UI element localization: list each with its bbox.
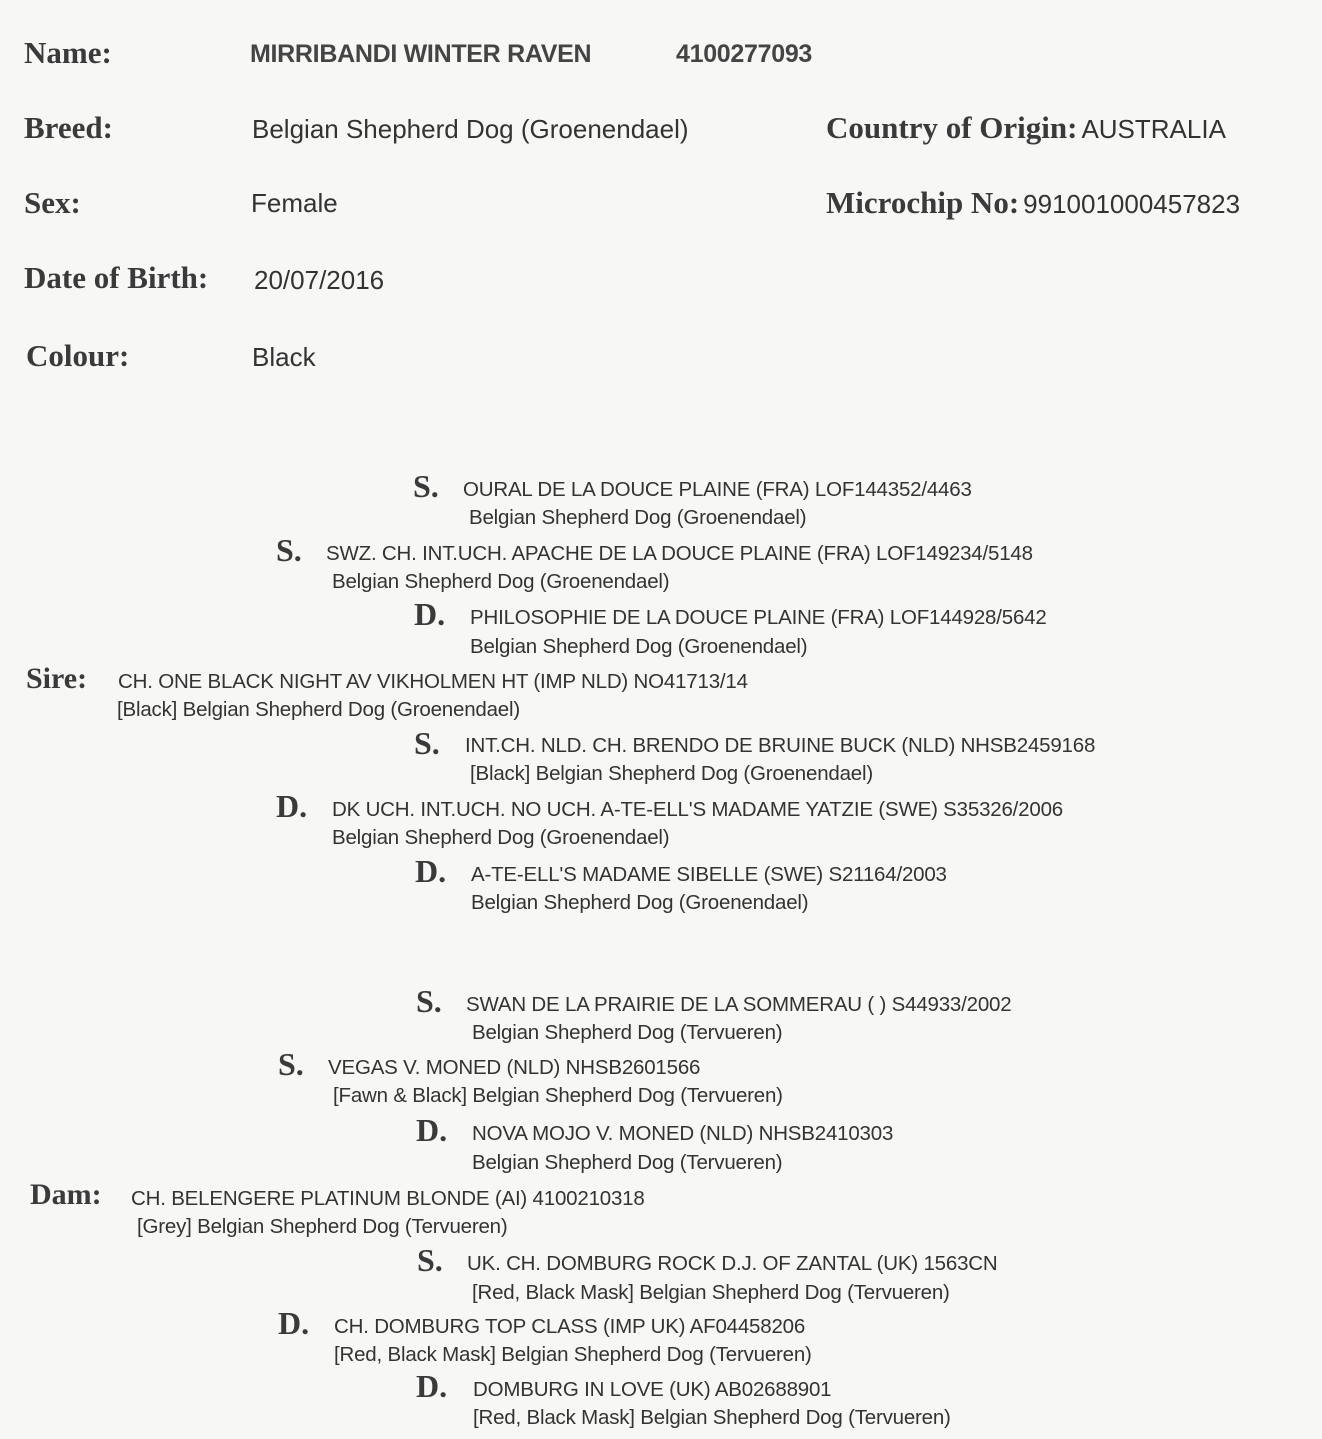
ancestor-name: PHILOSOPHIE DE LA DOUCE PLAINE (FRA) LOF144928/5642 [470, 606, 1047, 629]
sex-value: Female [251, 188, 338, 218]
ancestor-name: CH. DOMBURG TOP CLASS (IMP UK) AF04458206 [334, 1315, 806, 1338]
relation-marker: S. [416, 983, 442, 1019]
registration-number: 4100277093 [676, 40, 813, 68]
relation-marker: D. [416, 1112, 448, 1148]
sex-label: Sex: [24, 185, 81, 220]
sire-breed: [Black] Belgian Shepherd Dog (Groenendael) [117, 698, 520, 721]
breed-value: Belgian Shepherd Dog (Groenendael) [252, 114, 689, 144]
ancestor-breed: Belgian Shepherd Dog (Tervueren) [472, 1151, 783, 1174]
ancestor-breed: Belgian Shepherd Dog (Groenendael) [470, 635, 808, 658]
colour-label: Colour: [26, 338, 130, 373]
relation-marker: S. [413, 468, 439, 504]
relation-marker: D. [414, 596, 446, 632]
country-of-origin [826, 112, 1226, 143]
ancestor-name: DK UCH. INT.UCH. NO UCH. A-TE-ELL'S MADAME YATZIE (SWE) S35326/2006 [332, 798, 1063, 821]
relation-marker: D. [415, 853, 447, 889]
ancestor-name: INT.CH. NLD. CH. BRENDO DE BRUINE BUCK (NLD) NHSB2459168 [465, 734, 1096, 757]
dog-name: MIRRIBANDI WINTER RAVEN [250, 40, 592, 68]
colour-value: Black [252, 342, 316, 372]
ancestor-name: NOVA MOJO V. MONED (NLD) NHSB2410303 [472, 1122, 894, 1145]
relation-marker: S. [417, 1242, 443, 1278]
sire-name: CH. ONE BLACK NIGHT AV VIKHOLMEN HT (IMP NLD) NO41713/14 [118, 670, 748, 693]
ancestor-name: DOMBURG IN LOVE (UK) AB02688901 [473, 1378, 832, 1401]
dam-name: CH. BELENGERE PLATINUM BLONDE (AI) 4100210318 [131, 1187, 645, 1210]
ancestor-breed: [Red, Black Mask] Belgian Shepherd Dog (Tervueren) [473, 1406, 951, 1429]
ancestor-breed: Belgian Shepherd Dog (Tervueren) [472, 1021, 783, 1044]
ancestor-name: SWZ. CH. INT.UCH. APACHE DE LA DOUCE PLAINE (FRA) LOF149234/5148 [326, 542, 1033, 565]
microchip-label: Microchip No: [826, 185, 1020, 220]
relation-marker: S. [276, 532, 302, 568]
breed-label: Breed: [24, 110, 113, 145]
country-value: AUSTRALIA [1081, 114, 1226, 144]
relation-marker: S. [414, 725, 440, 761]
microchip [826, 187, 1240, 218]
ancestor-breed: [Fawn & Black] Belgian Shepherd Dog (Tervueren) [333, 1084, 783, 1107]
country-label: Country of Origin: [826, 110, 1078, 145]
ancestor-breed: Belgian Shepherd Dog (Groenendael) [469, 506, 807, 529]
dam-label: Dam: [30, 1178, 102, 1211]
ancestor-breed: [Red, Black Mask] Belgian Shepherd Dog (Tervueren) [472, 1281, 950, 1304]
name-label: Name: [24, 35, 112, 70]
ancestor-breed: [Red, Black Mask] Belgian Shepherd Dog (Tervueren) [334, 1343, 812, 1366]
ancestor-name: A-TE-ELL'S MADAME SIBELLE (SWE) S21164/2003 [471, 863, 947, 886]
ancestor-breed: Belgian Shepherd Dog (Groenendael) [332, 570, 670, 593]
ancestor-breed: Belgian Shepherd Dog (Groenendael) [471, 891, 809, 914]
dam-breed: [Grey] Belgian Shepherd Dog (Tervueren) [137, 1215, 508, 1238]
dob-label: Date of Birth: [24, 260, 209, 295]
ancestor-name: SWAN DE LA PRAIRIE DE LA SOMMERAU ( ) S44933/2002 [466, 993, 1012, 1016]
ancestor-name: UK. CH. DOMBURG ROCK D.J. OF ZANTAL (UK) 1563CN [467, 1252, 998, 1275]
relation-marker: D. [276, 788, 308, 824]
dob-value: 20/07/2016 [254, 265, 385, 295]
relation-marker: S. [278, 1046, 304, 1082]
sire-label: Sire: [26, 662, 88, 695]
relation-marker: D. [278, 1305, 310, 1341]
ancestor-name: OURAL DE LA DOUCE PLAINE (FRA) LOF144352/4463 [463, 478, 972, 501]
ancestor-breed: [Black] Belgian Shepherd Dog (Groenendael) [470, 762, 873, 785]
relation-marker: D. [416, 1368, 448, 1404]
ancestor-name: VEGAS V. MONED (NLD) NHSB2601566 [328, 1056, 701, 1079]
ancestor-breed: Belgian Shepherd Dog (Groenendael) [332, 826, 670, 849]
microchip-value: 991001000457823 [1023, 189, 1241, 219]
